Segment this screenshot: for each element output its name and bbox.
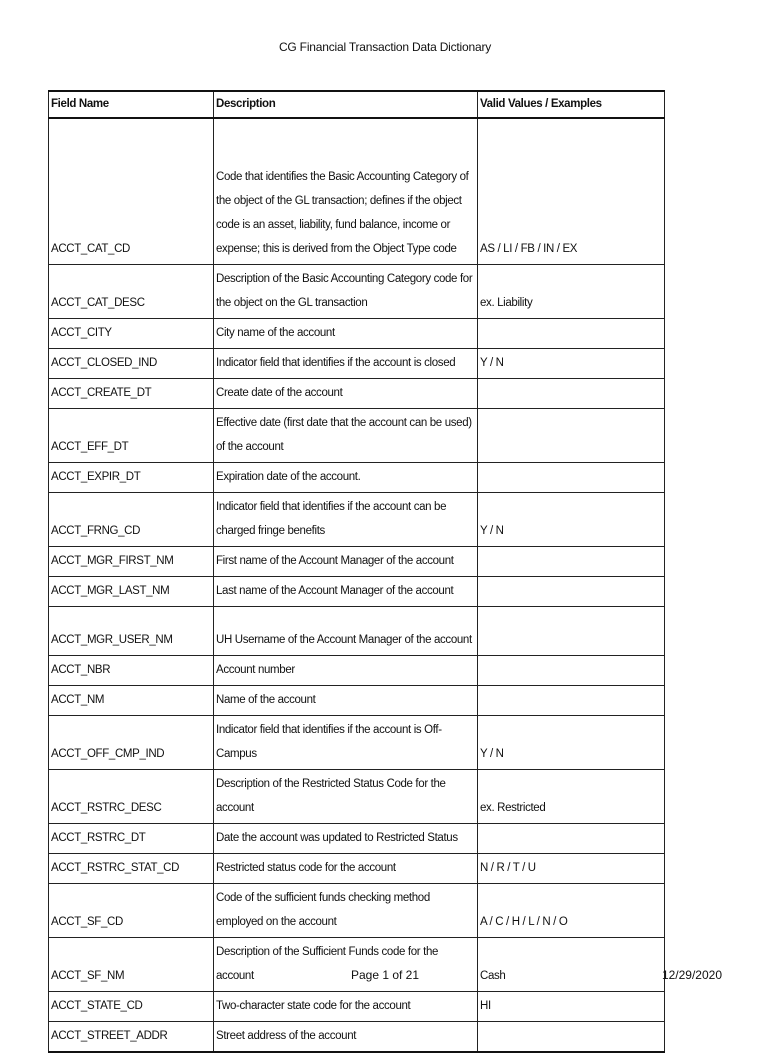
description-cell: Account number [214,655,478,685]
valid-values-cell [478,378,665,408]
field-name-cell: ACCT_OFF_CMP_IND [49,715,214,769]
table-row [49,1021,665,1052]
header-valid-values: Valid Values / Examples [478,91,665,118]
description-cell: Effective date (first date that the account can be used) of the account [214,408,478,462]
page-number: Page 1 of 21 [350,968,420,982]
valid-values-cell [478,1021,665,1052]
description-cell: Code of the sufficient funds checking method employed on the account [214,883,478,937]
table-row [49,991,665,1021]
field-name-cell: ACCT_STREET_ADDR [49,1021,214,1052]
valid-values-cell [478,576,665,606]
table-row [49,853,665,883]
field-name-cell: ACCT_CAT_DESC [49,264,214,318]
valid-values-cell [478,685,665,715]
table-row [49,378,665,408]
description-cell: Restricted status code for the account [214,853,478,883]
valid-values-cell [478,546,665,576]
valid-values-cell [478,462,665,492]
table-row [49,715,665,769]
field-name-cell: ACCT_NM [49,685,214,715]
field-name-cell: ACCT_MGR_FIRST_NM [49,546,214,576]
description-cell: Description of the Restricted Status Code for the account [214,769,478,823]
field-name-cell: ACCT_CREATE_DT [49,378,214,408]
table-row [49,546,665,576]
valid-values-cell: Y / N [478,492,665,546]
table-row [49,769,665,823]
description-cell: Indicator field that identifies if the account is closed [214,348,478,378]
field-name-cell: ACCT_EXPIR_DT [49,462,214,492]
description-cell: Indicator field that identifies if the account can be charged fringe benefits [214,492,478,546]
header-description: Description [214,91,478,118]
table-row [49,408,665,462]
field-name-cell: ACCT_MGR_USER_NM [49,606,214,655]
footer-date: 12/29/2020 [661,968,722,982]
valid-values-cell: A / C / H / L / N / O [478,883,665,937]
description-cell: Indicator field that identifies if the account is Off-Campus [214,715,478,769]
valid-values-cell: ex. Liability [478,264,665,318]
table-row [49,348,665,378]
field-name-cell: ACCT_RSTRC_STAT_CD [49,853,214,883]
field-name-cell: ACCT_SF_CD [49,883,214,937]
description-cell: Code that identifies the Basic Accounting Category of the object of the GL transaction; defines if the object code is an asset, liability, fund balance, income or expense; this is derived from the Object Type code [214,118,478,264]
field-name-cell: ACCT_RSTRC_DESC [49,769,214,823]
valid-values-cell [478,606,665,655]
field-name-cell: ACCT_EFF_DT [49,408,214,462]
valid-values-cell: Y / N [478,348,665,378]
data-dictionary-table [48,90,665,1053]
valid-values-cell [478,655,665,685]
valid-values-cell: HI [478,991,665,1021]
field-name-cell: ACCT_CITY [49,318,214,348]
table-row [49,685,665,715]
description-cell: Name of the account [214,685,478,715]
field-name-cell: ACCT_FRNG_CD [49,492,214,546]
document-title: CG Financial Transaction Data Dictionary [278,40,492,54]
description-cell: Date the account was updated to Restricted Status [214,823,478,853]
description-cell: Description of the Sufficient Funds code for the account [214,937,478,991]
table-row [49,937,665,991]
valid-values-cell [478,408,665,462]
description-cell: Last name of the Account Manager of the account [214,576,478,606]
description-cell: First name of the Account Manager of the account [214,546,478,576]
header-field-name: Field Name [49,91,214,118]
table-header-row [49,91,665,118]
description-cell: Two-character state code for the account [214,991,478,1021]
valid-values-cell [478,318,665,348]
valid-values-cell: Cash [478,937,665,991]
field-name-cell: ACCT_MGR_LAST_NM [49,576,214,606]
valid-values-cell: N / R / T / U [478,853,665,883]
table-row [49,318,665,348]
table-row [49,492,665,546]
description-cell: Expiration date of the account. [214,462,478,492]
table-row [49,118,665,264]
field-name-cell: ACCT_CAT_CD [49,118,214,264]
table-row [49,606,665,655]
table-row [49,655,665,685]
field-name-cell: ACCT_SF_NM [49,937,214,991]
description-cell: Create date of the account [214,378,478,408]
valid-values-cell: AS / LI / FB / IN / EX [478,118,665,264]
field-name-cell: ACCT_NBR [49,655,214,685]
table-row [49,462,665,492]
field-name-cell: ACCT_STATE_CD [49,991,214,1021]
description-cell: City name of the account [214,318,478,348]
table-row [49,883,665,937]
valid-values-cell: ex. Restricted [478,769,665,823]
valid-values-cell: Y / N [478,715,665,769]
table-row [49,264,665,318]
description-cell: Description of the Basic Accounting Category code for the object on the GL transaction [214,264,478,318]
field-name-cell: ACCT_CLOSED_IND [49,348,214,378]
table-row [49,576,665,606]
valid-values-cell [478,823,665,853]
field-name-cell: ACCT_RSTRC_DT [49,823,214,853]
description-cell: UH Username of the Account Manager of the account [214,606,478,655]
description-cell: Street address of the account [214,1021,478,1052]
table-row [49,823,665,853]
